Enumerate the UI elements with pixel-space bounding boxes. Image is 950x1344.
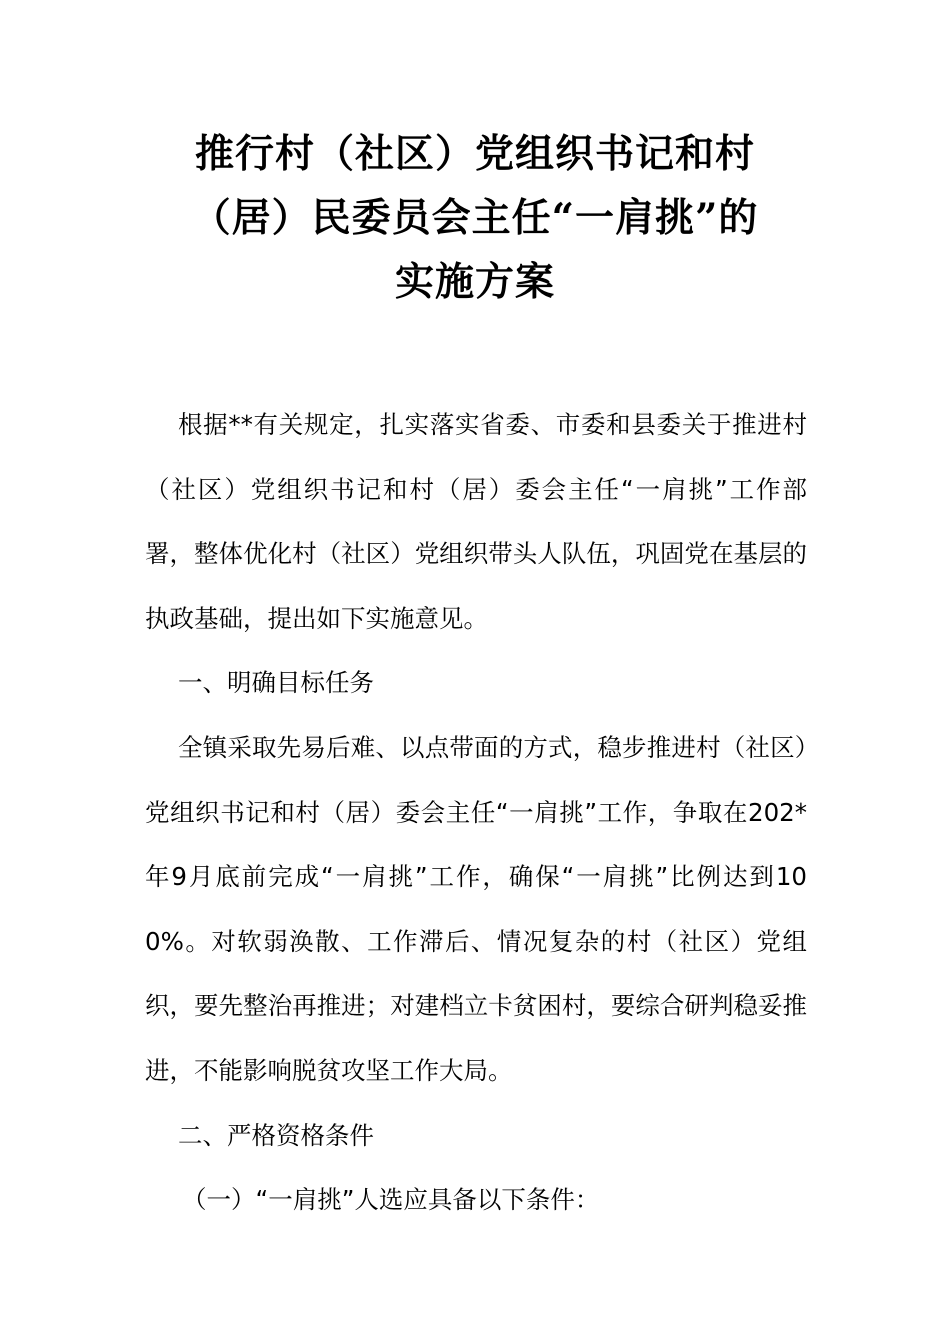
title-line-3: 实施方案: [394, 259, 555, 305]
title-line-2: （居）民委员会主任“一肩挑”的: [191, 195, 759, 241]
document-title: [140, 122, 810, 314]
section-heading-2: 二、严格资格条件: [178, 1120, 374, 1150]
section-heading-1: 一、明确目标任务: [178, 668, 374, 698]
subsection-heading-1: （一）“一肩挑”人选应具备以下条件：: [182, 1185, 600, 1215]
title-line-1: 推行村（社区）党组织书记和村: [194, 131, 755, 177]
section-1-paragraph: 全镇采取先易后难、以点带面的方式，稳步推进村（社区）党组织书记和村（居）委会主任“一肩挑”工作，争取在202*年9月底前完成“一肩挑”工作，确保“一肩挑”比例达到100%。对软弱涣散、工作滞后、情况复杂的村（社区）党组织，要先整治再推进；对建档立卡贫困村，要综合研判稳妥推进，不能影响脱贫攻坚工作大局。: [145, 732, 807, 1085]
intro-paragraph: 根据**有关规定，扎实落实省委、市委和县委关于推进村（社区）党组织书记和村（居）委会主任“一肩挑”工作部署，整体优化村（社区）党组织带头人队伍，巩固党在基层的执政基础，提出如下实施意见。: [145, 410, 807, 633]
document-body: [145, 393, 807, 1233]
